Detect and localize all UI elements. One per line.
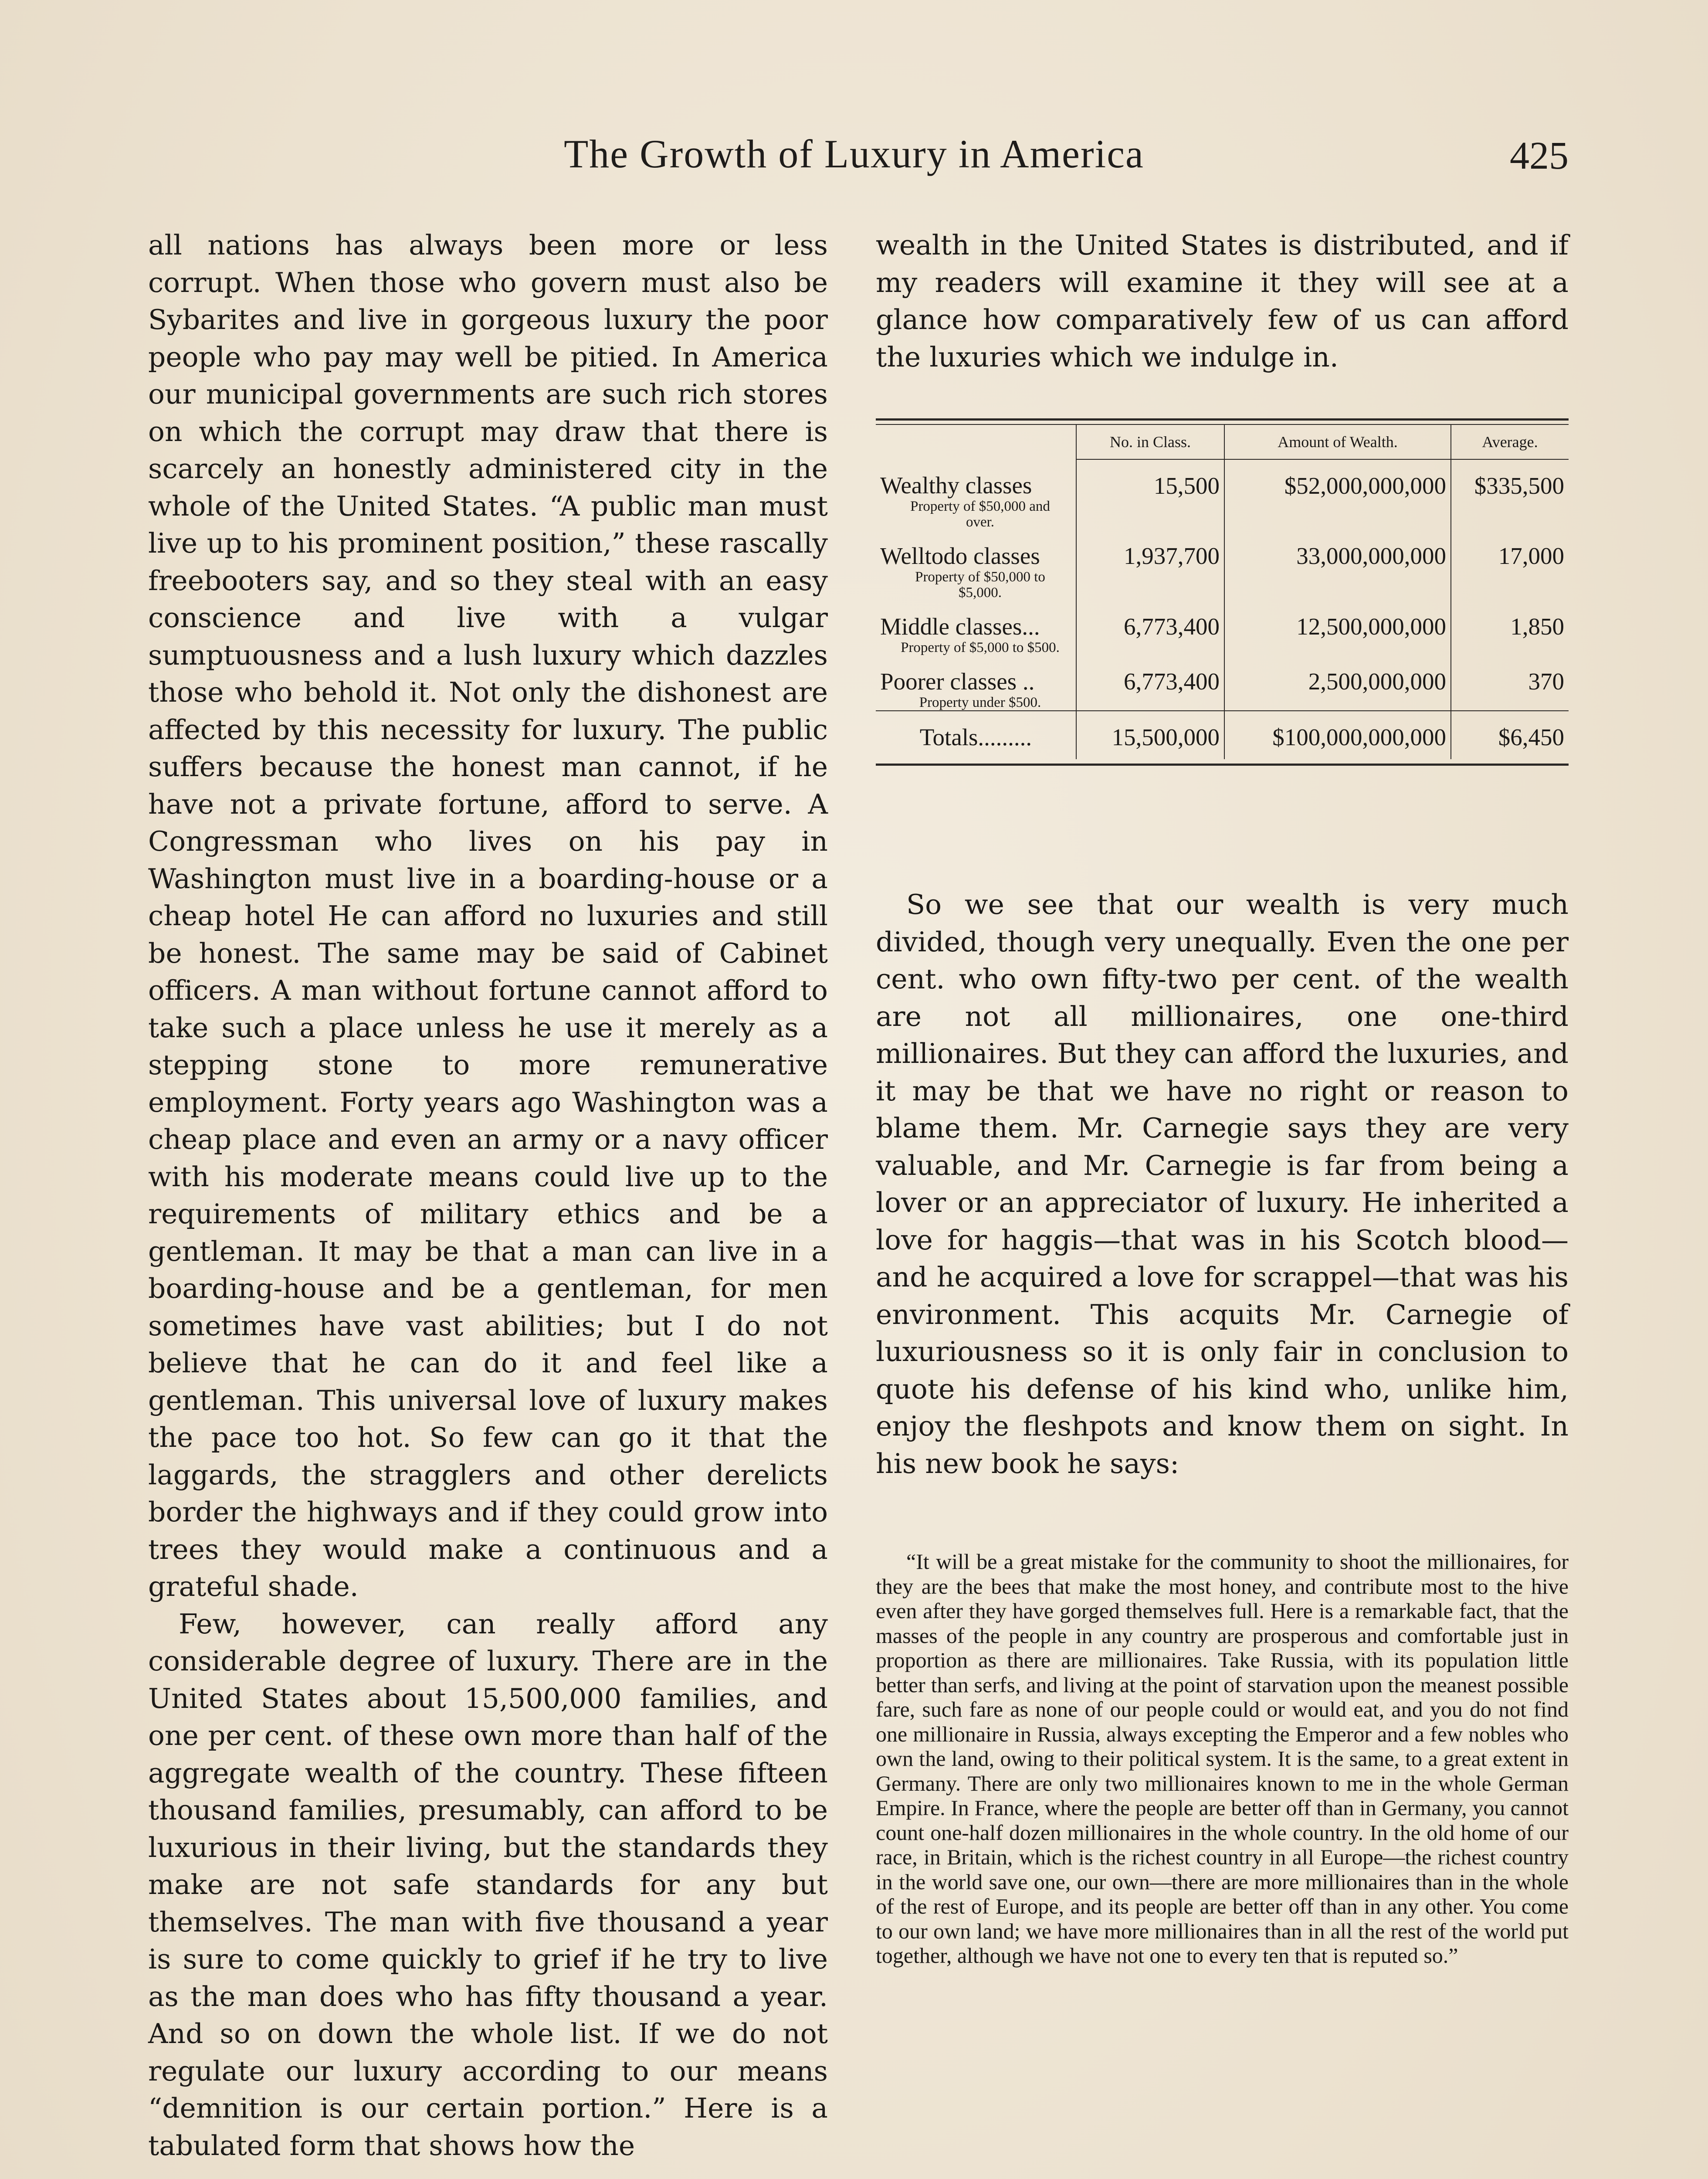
right-paragraph-2: So we see that our wealth is very much divided, though very unequally. Even the one per cent. who own fifty-two per cent. of the wealth are not all millionaires, one one-third millionaires. But they can afford the luxuries, and it may be that we have no right or reason to blame them. Mr. Carnegie says they are very valuable, and Mr. Carnegie is far from being a lover or an appreciator of luxury. He inherited a love for haggis—that was in his Scotch blood—and he acquired a love for scrappel—that was his environment. This acquits Mr. Carnegie of luxuriousness so it is only fair in conclusion to quote his defense of his kind who, unlike him, enjoy the fleshpots and know them on sight. In his new book he says:: [876, 889, 1569, 1480]
carnegie-quotation: [876, 1549, 1569, 1968]
row-label-cell: [876, 601, 1076, 655]
cell-no-in-class: 1,937,700: [1076, 530, 1224, 601]
quotation-text: “It will be a great mistake for the community to shoot the millionaires, for they are the bees that make the most honey, and contribute most to the hive even after they have gorged themselves full. Here is a remarkable fact, that the masses of the people in any country are prosperous and comfortable just in proportion as there are millionaires. Take Russia, with its population little better than serfs, and living at the point of starvation upon the meanest possible fare, such fare as none of our people could or would eat, and you do not find one millionaire in Russia, always excepting the Emperor and a few nobles who own the land, owing to their political system. It is the same, to a great extent in Germany. There are only two millionaires known to me in the whole German Empire. In France, where the people are better off than in Germany, you cannot count one-half dozen millionaires in the whole country. In the old home of our race, in Britain, which is the richest country in all Europe—the richest country in the world save one, our own—there are more millionaires than in the whole of the rest of Europe, and its people are better off than in any other. You come to our own land; we have more millionaires than in all the rest of the world put together, although we have not one to every ten that is reputed so.”: [876, 1549, 1569, 1968]
cell-no-in-class: 6,773,400: [1076, 601, 1224, 655]
header-no-in-class: No. in Class.: [1076, 425, 1224, 459]
table-row: [876, 530, 1569, 601]
row-label: Poorer classes ..: [880, 668, 1035, 695]
cell-amount: 33,000,000,000: [1224, 530, 1451, 601]
table-row: [876, 459, 1569, 530]
cell-amount: $52,000,000,000: [1224, 459, 1451, 530]
total-no-in-class: 15,500,000: [1076, 711, 1224, 759]
cell-no-in-class: 6,773,400: [1076, 655, 1224, 711]
wealth-table: [876, 418, 1569, 766]
right-column-body: [876, 886, 1569, 1482]
header-blank: [876, 425, 1076, 459]
row-label-cell: [876, 655, 1076, 711]
table-row: [876, 655, 1569, 711]
right-paragraph-1: wealth in the United States is distributed, and if my readers will examine it they will see at a glance how comparatively few of us can afford the luxuries which we indulge in.: [876, 229, 1569, 373]
row-label: Middle classes...: [880, 613, 1040, 640]
page-number: 425: [1510, 134, 1569, 177]
wealth-distribution-table: [876, 425, 1569, 759]
row-label: Welltodo classes: [880, 543, 1040, 569]
cell-average: $335,500: [1451, 459, 1569, 530]
header-average: Average.: [1451, 425, 1569, 459]
header-amount-of-wealth: Amount of Wealth.: [1224, 425, 1451, 459]
total-average: $6,450: [1451, 711, 1569, 759]
left-paragraph-1: all nations has always been more or less corrupt. When those who govern must also be Sybarites and live in gorgeous luxury the poor people who pay may well be pitied. In America our municipal governments are such rich stores on which the corrupt may draw that there is scarcely an honestly administered city in the whole of the United States. “A public man must live up to his prominent position,” these rascally freebooters say, and so they steal with an easy conscience and live with a vulgar sumptuousness and a lush luxury which dazzles those who behold it. Not only the dishonest are affected by this necessity for luxury. The public suffers because the honest man cannot, if he have not a private fortune, afford to serve. A Congressman who lives on his pay in Washington must live in a boarding-house or a cheap hotel He can afford no luxuries and still be honest. The same may be said of Cabinet officers. A man without fortune cannot afford to take such a place unless he use it merely as a stepping stone to more remunerative employment. Forty years ago Washington was a cheap place and even an army or a navy officer with his moderate means could live up to the requirements of military ethics and be a gentleman. It may be that a man can live in a boarding-house and be a gentleman, for men sometimes have vast abilities; but I do not believe that he can do it and feel like a gentleman. This universal love of luxury makes the pace too hot. So few can go it that the laggards, the stragglers and other derelicts border the highways and if they could grow into trees they would make a continuous and a grateful shade.: [148, 229, 828, 1602]
row-sublabel: Property of $50,000 to $5,000.: [915, 569, 1045, 601]
cell-amount: 12,500,000,000: [1224, 601, 1451, 655]
right-column-top: [876, 227, 1569, 376]
table-bottom-rule: [876, 764, 1569, 766]
cell-average: 17,000: [1451, 530, 1569, 601]
row-sublabel: Property under $500.: [919, 695, 1041, 710]
total-amount: $100,000,000,000: [1224, 711, 1451, 759]
row-label-cell: [876, 530, 1076, 601]
running-title: The Growth of Luxury in America: [564, 132, 1144, 176]
table-header-row: [876, 425, 1569, 459]
cell-average: 1,850: [1451, 601, 1569, 655]
total-label: Totals.........: [876, 711, 1076, 759]
row-label: Wealthy classes: [880, 472, 1032, 499]
table-total-row: [876, 711, 1569, 759]
cell-amount: 2,500,000,000: [1224, 655, 1451, 711]
row-sublabel: Property of $50,000 and over.: [910, 499, 1050, 530]
table-top-rule: [876, 418, 1569, 421]
left-paragraph-2: Few, however, can really afford any considerable degree of luxury. There are in the United States about 15,500,000 families, and one per cent. of these own more than half of the aggregate wealth of the country. These fifteen thousand families, presumably, can afford to be luxurious in their living, but the standards they make are not safe standards for any but themselves. The man with five thousand a year is sure to come quickly to grief if he try to live as the man does who has fifty thousand a year. And so on down the whole list. If we do not regulate our luxury according to our means “demnition is our certain portion.” Here is a tabulated form that shows how the: [148, 1608, 828, 2162]
left-column: [148, 227, 828, 2164]
row-sublabel: Property of $5,000 to $500.: [901, 640, 1060, 655]
table-row: [876, 601, 1569, 655]
row-label-cell: [876, 459, 1076, 530]
cell-average: 370: [1451, 655, 1569, 711]
cell-no-in-class: 15,500: [1076, 459, 1224, 530]
